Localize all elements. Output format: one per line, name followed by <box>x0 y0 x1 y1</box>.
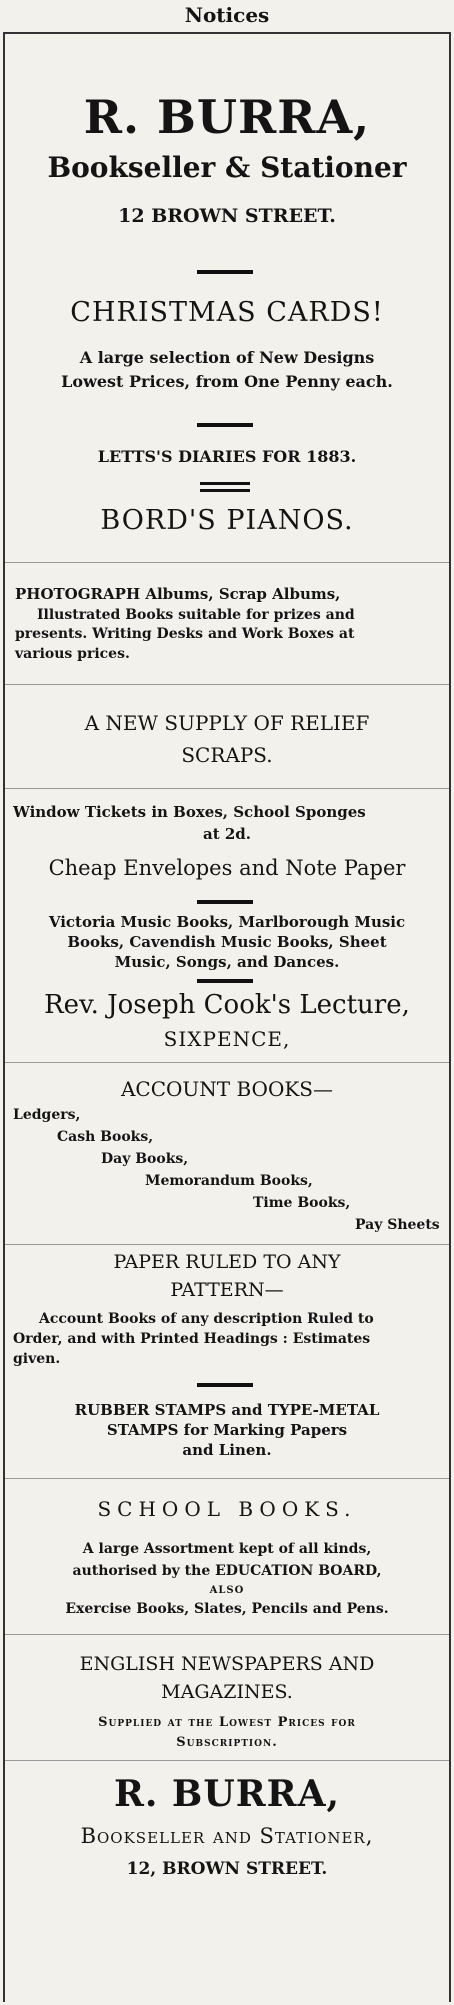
music-books-line: Music, Songs, and Dances. <box>114 953 340 971</box>
section-divider <box>5 1634 449 1635</box>
school-books-line: authorised by the EDUCATION BOARD, <box>72 1563 382 1579</box>
relief-scraps-title: SCRAPS. <box>181 743 273 767</box>
account-item: Cash Books, <box>57 1129 154 1145</box>
paper-ruled-title: PAPER RULED TO ANY <box>113 1251 341 1273</box>
ornament-rule <box>197 270 253 274</box>
christmas-cards-title: CHRISTMAS CARDS! <box>70 297 384 328</box>
advertiser-trade: Bookseller & Stationer <box>47 151 407 184</box>
christmas-line: Lowest Prices, from One Penny each. <box>61 372 393 391</box>
school-books-line: Exercise Books, Slates, Pencils and Pens. <box>65 1601 389 1617</box>
ornament-rule <box>197 1383 253 1387</box>
pianos-title: BORD'S PIANOS. <box>100 505 354 536</box>
advertiser-address: 12, BROWN STREET. <box>126 1859 328 1879</box>
diaries-title: LETTS'S DIARIES FOR 1883. <box>97 447 357 466</box>
account-item: Memorandum Books, <box>145 1173 313 1189</box>
music-books-line: Victoria Music Books, Marlborough Music <box>48 913 406 931</box>
newspapers-title: ENGLISH NEWSPAPERS AND <box>79 1653 375 1675</box>
rubber-stamps-line: RUBBER STAMPS and TYPE-METAL <box>74 1401 380 1419</box>
school-books-also: ALSO <box>209 1585 245 1596</box>
window-tickets-line: at 2d. <box>202 825 252 843</box>
ornament-rule <box>200 482 250 485</box>
lecture-price: SIXPENCE, <box>163 1027 291 1051</box>
account-books-title: ACCOUNT BOOKS— <box>120 1077 333 1101</box>
paper-ruled-line: Account Books of any description Ruled to <box>39 1311 374 1327</box>
advertiser-name: R. BURRA, <box>83 90 371 144</box>
photo-line: PHOTOGRAPH Albums, Scrap Albums, <box>15 585 341 603</box>
photo-line: various prices. <box>15 646 130 662</box>
school-books-title: SCHOOL BOOKS. <box>97 1497 357 1521</box>
section-divider <box>5 684 449 685</box>
section-divider <box>5 1062 449 1063</box>
section-header: Notices <box>184 3 270 27</box>
section-divider <box>5 788 449 789</box>
advertiser-address: 12 BROWN STREET. <box>118 205 336 227</box>
lecture-title: Rev. Joseph Cook's Lecture, <box>44 990 410 1020</box>
advertiser-name: R. BURRA, <box>113 1773 341 1815</box>
school-books-line: A large Assortment kept of all kinds, <box>82 1541 372 1557</box>
window-tickets-line: Window Tickets in Boxes, School Sponges <box>13 803 366 821</box>
advertisement-column <box>3 32 451 2002</box>
ornament-rule <box>197 979 253 983</box>
paper-ruled-line: Order, and with Printed Headings : Estimates <box>13 1331 371 1347</box>
section-divider <box>5 1760 449 1761</box>
christmas-line: A large selection of New Designs <box>79 348 375 367</box>
account-item: Pay Sheets <box>355 1217 440 1233</box>
account-item: Day Books, <box>101 1151 189 1167</box>
ornament-rule <box>197 900 253 904</box>
newspapers-title: MAGAZINES. <box>161 1681 293 1703</box>
rubber-stamps-line: and Linen. <box>182 1441 272 1459</box>
section-divider <box>5 562 449 563</box>
section-divider <box>5 1478 449 1479</box>
paper-ruled-line: given. <box>13 1351 61 1367</box>
section-divider <box>5 1244 449 1245</box>
photo-line: Illustrated Books suitable for prizes and <box>37 607 355 623</box>
rubber-stamps-line: STAMPS for Marking Papers <box>106 1421 348 1439</box>
relief-scraps-title: A NEW SUPPLY OF RELIEF <box>84 711 370 735</box>
music-books-line: Books, Cavendish Music Books, Sheet <box>67 933 387 951</box>
newspapers-line: Subscription. <box>176 1735 278 1750</box>
photo-line: presents. Writing Desks and Work Boxes at <box>15 626 355 642</box>
account-item: Ledgers, <box>13 1107 81 1123</box>
paper-ruled-title: PATTERN— <box>170 1279 284 1301</box>
account-item: Time Books, <box>253 1195 351 1211</box>
ornament-rule <box>200 489 250 492</box>
ornament-rule <box>197 423 253 427</box>
envelopes-title: Cheap Envelopes and Note Paper <box>48 856 406 880</box>
newspapers-line: Supplied at the Lowest Prices for <box>98 1715 356 1730</box>
advertiser-trade: Bookseller and Stationer, <box>80 1824 374 1848</box>
